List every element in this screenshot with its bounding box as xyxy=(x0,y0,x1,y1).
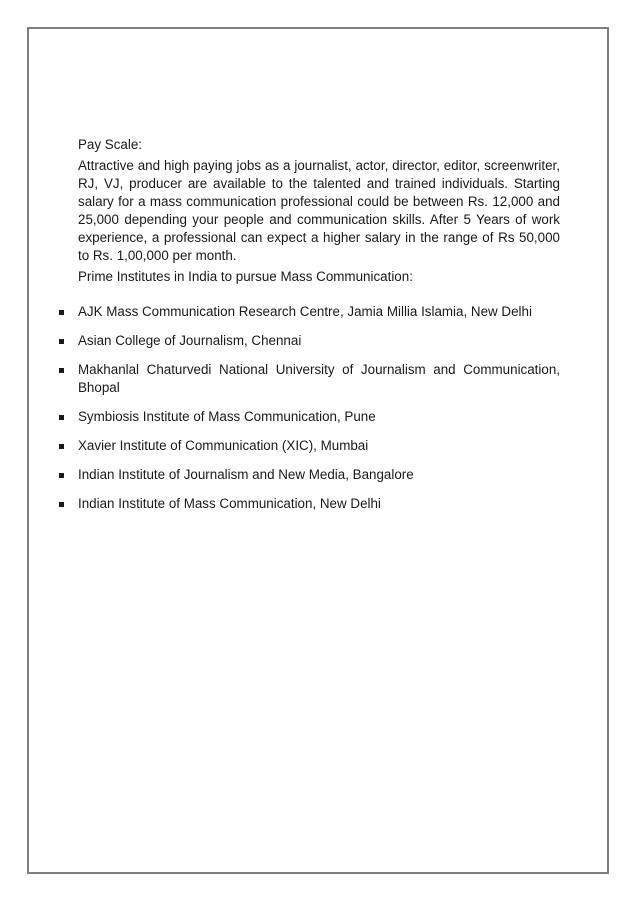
list-item xyxy=(58,361,560,397)
list-item-text: Xavier Institute of Communication (XIC), Mumbai xyxy=(78,438,369,453)
square-bullet-icon xyxy=(59,368,64,373)
square-bullet-icon xyxy=(59,310,64,315)
list-item-text: Indian Institute of Journalism and New Media, Bangalore xyxy=(78,467,414,482)
list-item-text: Indian Institute of Mass Communication, New Delhi xyxy=(78,496,381,511)
list-item-text: Asian College of Journalism, Chennai xyxy=(78,333,302,348)
institutes-list xyxy=(58,303,560,524)
square-bullet-icon xyxy=(59,502,64,507)
square-bullet-icon xyxy=(59,339,64,344)
list-item xyxy=(58,332,560,350)
list-item-text: Makhanlal Chaturvedi National University of Journalism and Communication, Bhopal xyxy=(78,362,560,395)
pay-scale-paragraph: Attractive and high paying jobs as a journalist, actor, director, editor, screenwriter, RJ, VJ, producer are available to the talented and trained individuals. Starting salary for a mass communication professional could be between Rs. 12,000 and 25,000 depending your people and communication skills. After 5 Years of work experience, a professional can expect a higher salary in the range of Rs 50,000 to Rs. 1,00,000 per month. xyxy=(78,158,560,263)
list-item xyxy=(58,437,560,455)
pay-scale-heading: Pay Scale: xyxy=(78,137,143,152)
list-item xyxy=(58,466,560,484)
institutes-heading: Prime Institutes in India to pursue Mass Communication: xyxy=(78,269,413,284)
square-bullet-icon xyxy=(59,444,64,449)
list-item-text: AJK Mass Communication Research Centre, Jamia Millia Islamia, New Delhi xyxy=(78,304,532,319)
list-item-text: Symbiosis Institute of Mass Communication, Pune xyxy=(78,409,376,424)
list-item xyxy=(58,303,560,321)
square-bullet-icon xyxy=(59,473,64,478)
list-item xyxy=(58,408,560,426)
square-bullet-icon xyxy=(59,415,64,420)
list-item xyxy=(58,495,560,513)
